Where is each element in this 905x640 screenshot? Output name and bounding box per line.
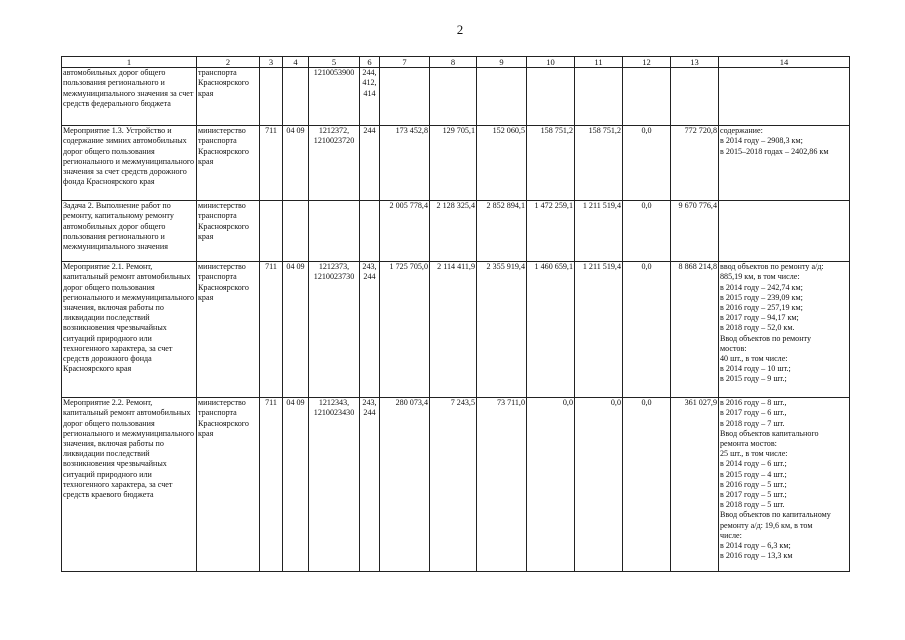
section-code-cell: 04 09 (283, 126, 309, 201)
result-line: в 2016 году – 8 шт., (720, 398, 787, 408)
amount-2016-cell: 2 355 919,4 (477, 262, 527, 398)
expense-type-cell (360, 201, 380, 262)
column-number: 8 (430, 57, 477, 68)
amount-2014-cell: 2 005 778,4 (380, 201, 430, 262)
result-line: ввод объектов по ремонту а/д: (720, 262, 824, 272)
expected-result-cell (719, 398, 850, 572)
amount-total-cell: 772 720,8 (671, 126, 719, 201)
ministry-code-cell: 711 (260, 398, 283, 572)
result-line: содержание: (720, 126, 763, 136)
ministry-code-cell (260, 68, 283, 126)
amount-2016-cell (477, 68, 527, 126)
result-line: Ввод объектов по ремонту (720, 333, 812, 343)
ministry-code-cell: 711 (260, 126, 283, 201)
column-number: 9 (477, 57, 527, 68)
page-number: 2 (456, 22, 464, 37)
result-line: 25 шт., в том числе: (720, 449, 788, 459)
amount-total-cell: 9 670 776,4 (671, 201, 719, 262)
section-code-cell (283, 68, 309, 126)
column-number: 1 (62, 57, 197, 68)
amount-total-cell (671, 68, 719, 126)
amount-2014-cell (380, 68, 430, 126)
amount-2014-cell: 1 725 705,0 (380, 262, 430, 398)
expected-result-cell (719, 201, 850, 262)
amount-2015-cell: 2 114 411,9 (430, 262, 477, 398)
expected-result-cell (719, 68, 850, 126)
executor-cell: транспорта Красноярского края (197, 68, 260, 126)
amount-total-cell: 8 868 214,8 (671, 262, 719, 398)
result-line: в 2014 году – 6,3 км; (720, 541, 791, 551)
amount-2019-cell: 0,0 (623, 201, 671, 262)
executor-cell: министерство транспорта Красноярского края (197, 126, 260, 201)
activity-name-cell: автомобильных дорог общего пользования регионального и межмуниципального значения за счет средств федерального бюджета (62, 68, 197, 126)
column-number: 14 (719, 57, 850, 68)
amount-2015-cell: 129 705,1 (430, 126, 477, 201)
result-line: 885,19 км, в том числе: (720, 272, 800, 282)
result-line: в 2017 году – 5 шт.; (720, 490, 787, 500)
amount-2018-cell (575, 68, 623, 126)
activity-name-cell: Задача 2. Выполнение работ по ремонту, капитальному ремонту автомобильных дорог общего пользования регионального и межмуниципального значения (62, 201, 197, 262)
amount-2017-cell: 158 751,2 (527, 126, 575, 201)
amount-2018-cell: 1 211 519,4 (575, 201, 623, 262)
amount-2019-cell: 0,0 (623, 126, 671, 201)
result-line: в 2014 году – 242,74 км; (720, 282, 803, 292)
result-line: в 2017 году – 94,17 км; (720, 313, 799, 323)
result-line: ремонту а/д: 19,6 км, в том (720, 520, 813, 530)
amount-2015-cell: 2 128 325,4 (430, 201, 477, 262)
activity-name-cell: Мероприятие 1.3. Устройство и содержание зимних автомобильных дорог общего пользования регионального и межмуниципального значения за счет средств дорожного фонда Красноярского края (62, 126, 197, 201)
executor-cell: министерство транспорта Красноярского края (197, 201, 260, 262)
result-line: в 2015 году – 239,09 км; (720, 292, 803, 302)
table-row (62, 201, 850, 262)
result-line: в 2014 году – 10 шт.; (720, 364, 791, 374)
result-line: Ввод объектов капитального (720, 428, 819, 438)
target-article-cell: 1212372, 1210023720 (309, 126, 360, 201)
result-line: в 2014 году – 6 шт.; (720, 459, 787, 469)
amount-2015-cell: 7 243,5 (430, 398, 477, 572)
result-line: Ввод объектов по капитальному (720, 510, 831, 520)
target-article-cell: 1210053900 (309, 68, 360, 126)
result-line: в 2015 году – 4 шт.; (720, 469, 787, 479)
amount-2019-cell: 0,0 (623, 398, 671, 572)
table-row (62, 68, 850, 126)
expected-result-cell (719, 262, 850, 398)
target-article-cell: 1212373, 1210023730 (309, 262, 360, 398)
executor-cell: министерство транспорта Красноярского края (197, 262, 260, 398)
column-number: 13 (671, 57, 719, 68)
section-code-cell: 04 09 (283, 262, 309, 398)
result-line: мостов: (720, 343, 747, 353)
table-row (62, 126, 850, 201)
program-table (61, 56, 850, 572)
target-article-cell (309, 201, 360, 262)
result-line: в 2015 году – 9 шт.; (720, 374, 787, 384)
column-number: 4 (283, 57, 309, 68)
amount-2018-cell: 158 751,2 (575, 126, 623, 201)
amount-2014-cell: 280 073,4 (380, 398, 430, 572)
target-article-cell: 1212343, 1210023430 (309, 398, 360, 572)
table-row (62, 262, 850, 398)
result-line: в 2017 году – 6 шт., (720, 408, 787, 418)
column-number-row (62, 57, 850, 68)
result-line: в 2016 году – 13,3 км (720, 551, 793, 561)
column-number: 3 (260, 57, 283, 68)
amount-2017-cell: 1 460 659,1 (527, 262, 575, 398)
expense-type-cell: 244, 412, 414 (360, 68, 380, 126)
amount-2015-cell (430, 68, 477, 126)
section-code-cell (283, 201, 309, 262)
amount-2016-cell: 152 060,5 (477, 126, 527, 201)
column-number: 2 (197, 57, 260, 68)
amount-2016-cell: 2 852 894,1 (477, 201, 527, 262)
expected-result-cell (719, 126, 850, 201)
result-line: числе: (720, 530, 742, 540)
amount-2018-cell: 1 211 519,4 (575, 262, 623, 398)
result-line: 40 шт., в том числе: (720, 354, 788, 364)
amount-2016-cell: 73 711,0 (477, 398, 527, 572)
result-line: ремонта мостов: (720, 439, 777, 449)
executor-cell: министерство транспорта Красноярского края (197, 398, 260, 572)
amount-2019-cell: 0,0 (623, 262, 671, 398)
result-line: в 2015–2018 годах – 2402,86 км (720, 146, 829, 156)
result-line: в 2016 году – 5 шт.; (720, 479, 787, 489)
ministry-code-cell: 711 (260, 262, 283, 398)
column-number: 11 (575, 57, 623, 68)
ministry-code-cell (260, 201, 283, 262)
result-line: в 2018 году – 5 шт. (720, 500, 785, 510)
column-number: 10 (527, 57, 575, 68)
activity-name-cell: Мероприятие 2.1. Ремонт, капитальный ремонт автомобильных дорог общего пользования регионального и межмуниципального значения, включая работы по ликвидации последствий возникновения чрезвычайных ситуаций природного или техногенного характера, за счет средств дорожного фонда Красноярского края (62, 262, 197, 398)
amount-2019-cell (623, 68, 671, 126)
column-number: 6 (360, 57, 380, 68)
column-number: 7 (380, 57, 430, 68)
result-line: в 2014 году – 2908,3 км; (720, 136, 803, 146)
expense-type-cell: 244 (360, 126, 380, 201)
amount-2017-cell (527, 68, 575, 126)
column-number: 12 (623, 57, 671, 68)
amount-2014-cell: 173 452,8 (380, 126, 430, 201)
expense-type-cell: 243, 244 (360, 262, 380, 398)
expense-type-cell: 243, 244 (360, 398, 380, 572)
result-line: в 2018 году – 7 шт. (720, 418, 785, 428)
result-line: в 2016 году – 257,19 км; (720, 303, 803, 313)
section-code-cell: 04 09 (283, 398, 309, 572)
amount-2017-cell: 0,0 (527, 398, 575, 572)
amount-2018-cell: 0,0 (575, 398, 623, 572)
activity-name-cell: Мероприятие 2.2. Ремонт, капитальный ремонт автомобильных дорог общего пользования регионального и межмуниципального значения, включая работы по ликвидации последствий возникновения чрезвычайных ситуаций природного или техногенного характера, за счет средств краевого бюджета (62, 398, 197, 572)
column-number: 5 (309, 57, 360, 68)
table-row (62, 398, 850, 572)
amount-total-cell: 361 027,9 (671, 398, 719, 572)
amount-2017-cell: 1 472 259,1 (527, 201, 575, 262)
result-line: в 2018 году – 52,0 км. (720, 323, 795, 333)
